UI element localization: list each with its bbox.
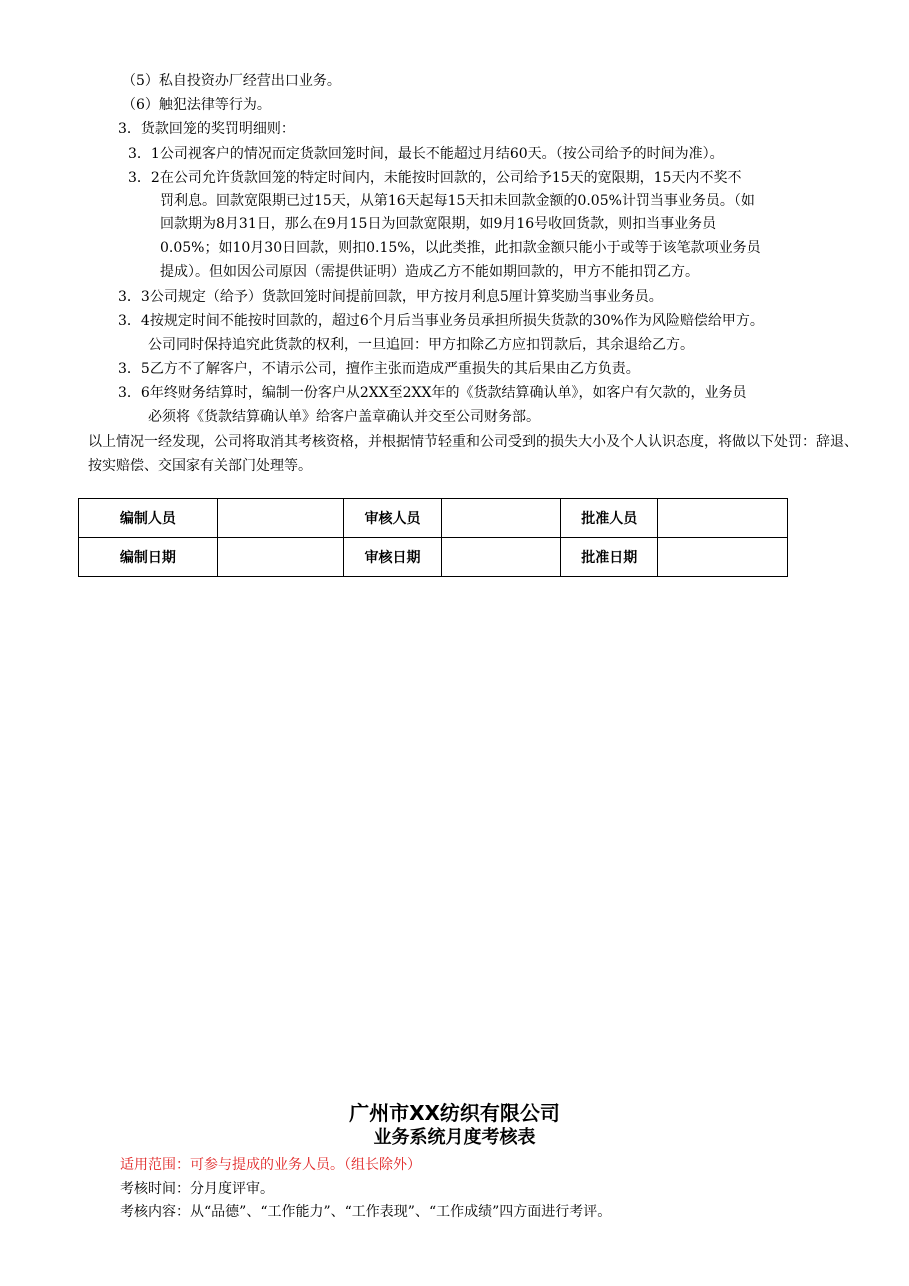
clause-3-2-line-2: 罚利息。回款宽限期已过15天，从第16天起每15天扣未回款金额的0.05%计罚当事业务员。（如 xyxy=(160,193,755,209)
table-row xyxy=(79,499,788,538)
reviewed-date-label: 审核日期 xyxy=(343,538,442,577)
content-line: 考核内容：从“品德”、“工作能力”、“工作表现”、“工作成绩”四方面进行考评。 xyxy=(120,1204,612,1220)
clause-6: （6）触犯法律等行为。 xyxy=(122,97,271,113)
clause-3-2-line-4: 0.05%；如10月30日回款，则扣0.15%，以此类推，此扣款金额只能小于或等于该笔款项业务员 xyxy=(160,240,761,256)
clause-5: （5）私自投资办厂经营出口业务。 xyxy=(122,73,341,89)
approved-by-label: 批准人员 xyxy=(561,499,658,538)
approved-date-label: 批准日期 xyxy=(561,538,658,577)
prepared-date-field[interactable] xyxy=(217,538,343,577)
prepared-by-label: 编制人员 xyxy=(79,499,218,538)
section-3-heading: 3．货款回笼的奖罚明细则： xyxy=(118,121,295,137)
company-title: 广州市XX纺织有限公司 xyxy=(349,1101,560,1125)
reviewed-by-field[interactable] xyxy=(442,499,561,538)
prepared-date-label: 编制日期 xyxy=(79,538,218,577)
clause-3-2-line-5: 提成）。但如因公司原因（需提供证明）造成乙方不能如期回款的，甲方不能扣罚乙方。 xyxy=(160,264,699,280)
clause-3-4-line-1: 3．4按规定时间不能按时回款的，超过6个月后当事业务员承担所损失货款的30%作为风险赔偿给甲方。 xyxy=(118,313,764,329)
clause-3-2-line-1: 3．2在公司允许货款回笼的特定时间内，未能按时回款的，公司给予15天的宽限期，15天内不奖不 xyxy=(128,170,742,186)
clause-3-4-line-2: 公司同时保持追究此货款的权利，一旦追回：甲方扣除乙方应扣罚款后，其余退给乙方。 xyxy=(148,337,694,353)
clause-3-2-line-3: 回款期为8月31日，那么在9月15日为回款宽限期，如9月16号收回货款，则扣当事业务员 xyxy=(160,216,717,232)
signature-table xyxy=(78,498,788,577)
reviewed-by-label: 审核人员 xyxy=(343,499,442,538)
reviewed-date-field[interactable] xyxy=(442,538,561,577)
clause-3-6-line-2: 必须将《货款结算确认单》给客户盖章确认并交至公司财务部。 xyxy=(148,409,540,425)
table-row xyxy=(79,538,788,577)
clause-3-3: 3．3公司规定（给予）货款回笼时间提前回款，甲方按月利息5厘计算奖励当事业务员。 xyxy=(118,289,663,305)
period-line: 考核时间：分月度评审。 xyxy=(120,1181,274,1197)
approved-date-field[interactable] xyxy=(658,538,788,577)
form-title: 业务系统月度考核表 xyxy=(373,1127,536,1148)
scope-line: 适用范围：可参与提成的业务人员。（组长除外） xyxy=(120,1157,421,1173)
clause-3-1: 3．1公司视客户的情况而定货款回笼时间，最长不能超过月结60天。（按公司给予的时间为准）。 xyxy=(128,146,724,162)
penalty-summary: 以上情况一经发现，公司将取消其考核资格，并根据情节轻重和公司受到的损失大小及个人认识态度，将做以下处罚：辞退、按实赔偿、交国家有关部门处理等。 xyxy=(88,434,858,474)
prepared-by-field[interactable] xyxy=(217,499,343,538)
clause-3-5: 3．5乙方不了解客户，不请示公司，擅作主张而造成严重损失的其后果由乙方负责。 xyxy=(118,361,640,377)
approved-by-field[interactable] xyxy=(658,499,788,538)
clause-3-6-line-1: 3．6年终财务结算时，编制一份客户从2XX至2XX年的《货款结算确认单》，如客户有欠款的，业务员 xyxy=(118,385,747,401)
